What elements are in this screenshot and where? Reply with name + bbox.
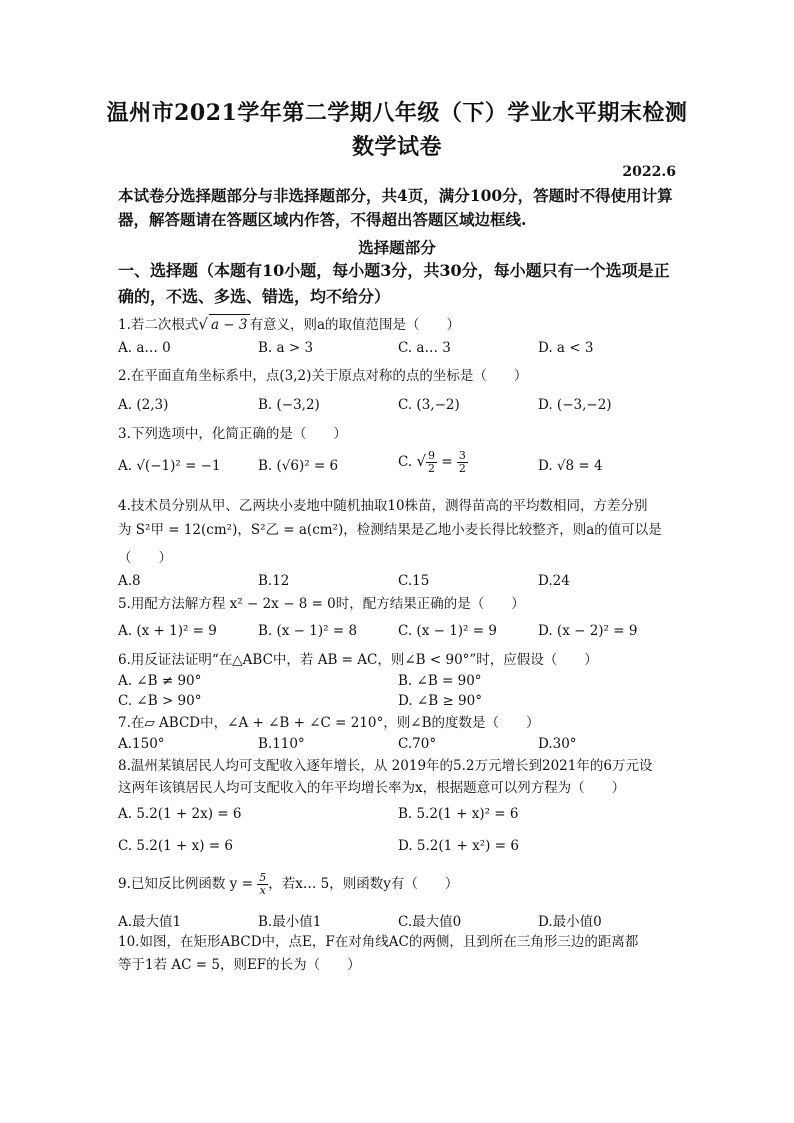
q3-option-a: A. √(−1)² = −1	[118, 458, 221, 474]
q1-text-pre: 1.若二次根式	[118, 317, 199, 333]
q5-option-c: C. (x − 1)² = 9	[398, 623, 497, 639]
q8-option-c: C. 5.2(1 + x) = 6	[118, 838, 234, 854]
q8-option-b: B. 5.2(1 + x)² = 6	[398, 806, 519, 822]
q1-text-post: 有意义，则a的取值范围是（ ）	[249, 317, 461, 333]
page-title: 温州市2021学年第二学期八年级（下）学业水平期末检测	[106, 100, 688, 126]
q3-option-c: C. √ $\frac{9}{2}$ = $\frac{3}{2}$	[398, 449, 466, 475]
q1-option-c: C. a… 3	[398, 340, 451, 356]
question-10-line-1: 10.如图，在矩形ABCD中，点E，F在对角线AC的两侧，且到所在三角形三边的距离都	[118, 934, 639, 950]
q5-option-a: A. (x + 1)² = 9	[118, 623, 217, 639]
question-1	[118, 314, 680, 336]
q5-option-d: D. (x − 2)² = 9	[538, 623, 638, 639]
q1-option-d: D. a < 3	[538, 340, 594, 356]
question-8-line-1: 8.温州某镇居民人均可支配收入逐年增长，从 2019年的5.2万元增长到2021年的6万元设	[118, 758, 653, 774]
q4-option-c: C.15	[398, 573, 430, 589]
q4-option-a: A.8	[118, 573, 141, 589]
section-heading: 一、选择题（本题有10小题，每小题3分，共30分，每小题只有一个选项是正确的，不选、多选、错选，均不给分）	[118, 261, 670, 306]
question-3: 3.下列选项中，化简正确的是（ ）	[118, 426, 347, 442]
q6-option-c: C. ∠B > 90°	[118, 693, 202, 709]
q7-option-b: B.110°	[258, 736, 305, 752]
q7-option-c: C.70°	[398, 736, 437, 752]
q6-option-d: D. ∠B ≥ 90°	[398, 693, 482, 709]
q4-option-b: B.12	[258, 573, 290, 589]
q2-option-d: D. (−3,−2)	[538, 397, 612, 413]
q1-radical: √ a − 3	[198, 317, 249, 333]
q2-option-c: C. (3,−2)	[398, 397, 460, 413]
q7-option-d: D.30°	[538, 736, 577, 752]
q5-option-b: B. (x − 1)² = 8	[258, 623, 358, 639]
question-4-line-3: （ ）	[118, 550, 172, 566]
question-10-line-2: 等于1若 AC = 5，则EF的长为（ ）	[118, 957, 361, 973]
page-subtitle: 数学试卷	[351, 134, 442, 160]
question-4-line-1: 4.技术员分别从甲、乙两块小麦地中随机抽取10株苗，测得苗高的平均数相同，方差分别	[118, 498, 648, 514]
question-8-line-2: 这两年该镇居民人均可支配收入的年平均增长率为x，根据题意可以列方程为（ ）	[118, 780, 626, 796]
q9-option-c: C.最大值0	[398, 914, 462, 930]
q9-option-a: A.最大值1	[118, 914, 182, 930]
q7-option-a: A.150°	[118, 736, 165, 752]
q6-option-a: A. ∠B ≠ 90°	[118, 673, 202, 689]
question-2: 2.在平面直角坐标系中，点(3,2)关于原点对称的点的坐标是（ ）	[118, 368, 528, 384]
q2-option-a: A. (2,3)	[118, 397, 169, 413]
q3-option-b: B. (√6)² = 6	[258, 458, 339, 474]
section-title: 选择题部分	[358, 238, 436, 257]
question-5: 5.用配方法解方程 x² − 2x − 8 = 0时，配方结果正确的是（ ）	[118, 596, 525, 612]
q6-option-b: B. ∠B = 90°	[398, 673, 482, 689]
q8-option-a: A. 5.2(1 + 2x) = 6	[118, 806, 242, 822]
question-4-line-2: 为 S²甲 = 12(cm²)，S²乙 = a(cm²)，检测结果是乙地小麦长得比较整齐，则a的值可以是	[118, 522, 662, 538]
exam-date: 2022.6	[622, 164, 676, 180]
q1-option-b: B. a > 3	[258, 340, 314, 356]
question-6: 6.用反证法证明“在△ABC中，若 AB = AC，则∠B < 90°”时，应假设（ ）	[118, 652, 598, 668]
question-9: 9.已知反比例函数 y = $\frac{5}{x}$ ，若x… 5，则函数y有（ ）	[118, 871, 459, 897]
q1-option-a: A. a… 0	[118, 340, 171, 356]
instructions: 本试卷分选择题部分与非选择题部分，共4页，满分100分，答题时不得使用计算器，解答题请在答题区域内作答，不得超出答题区域边框线.	[118, 186, 673, 229]
q9-option-b: B.最小值1	[258, 914, 322, 930]
question-7: 7.在▱ ABCD中，∠A + ∠B + ∠C = 210°，则∠B的度数是（ ）	[118, 715, 540, 731]
q8-option-d: D. 5.2(1 + x²) = 6	[398, 838, 519, 854]
q9-option-d: D.最小值0	[538, 914, 602, 930]
q4-option-d: D.24	[538, 573, 570, 589]
q3-option-d: D. √8 = 4	[538, 458, 603, 474]
q2-option-b: B. (−3,2)	[258, 397, 320, 413]
